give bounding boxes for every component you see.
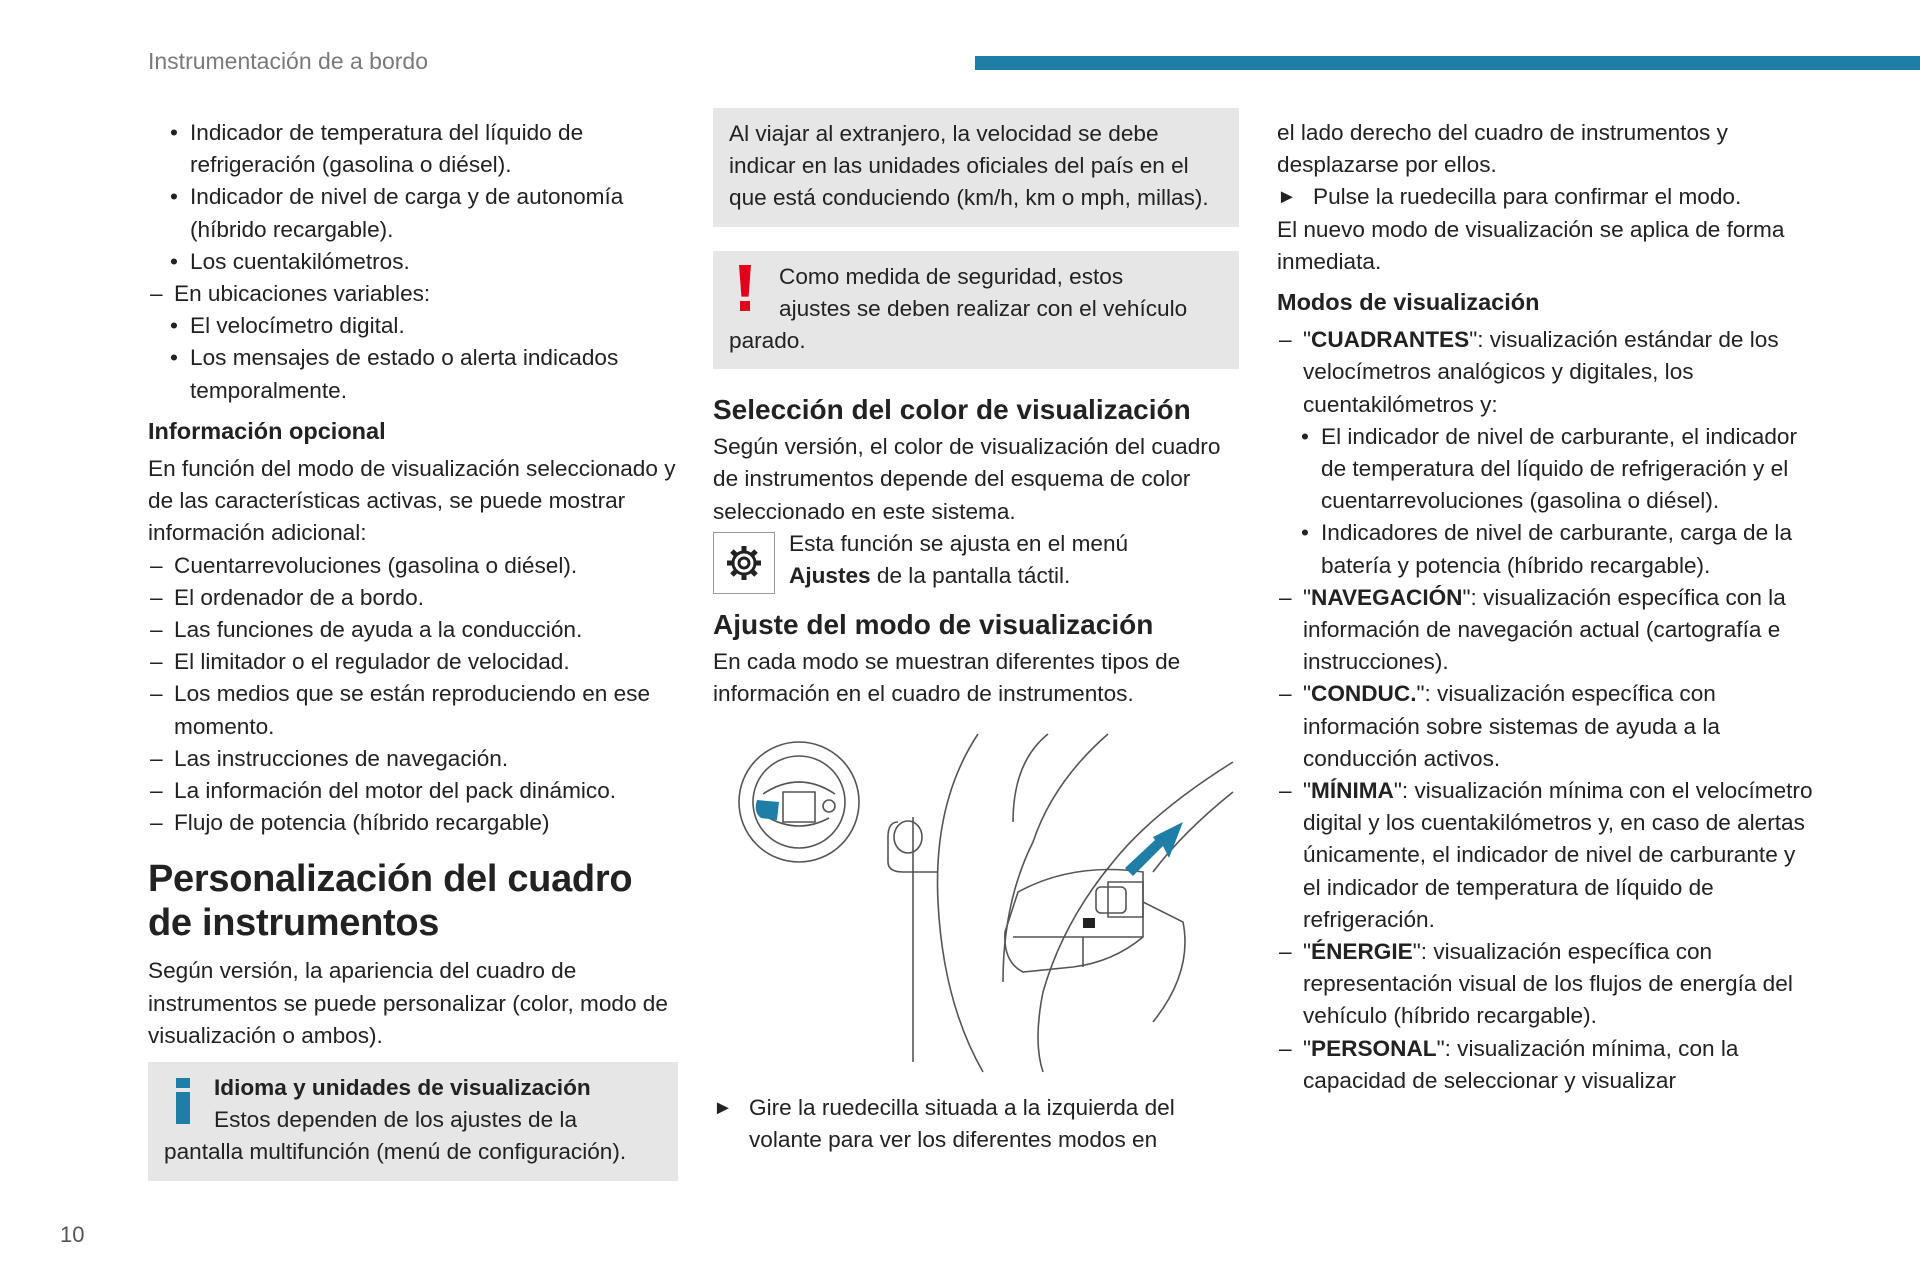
- instruction-text: ► Gire la ruedecilla situada a la izquierda del volante para ver los diferentes modos en: [713, 1092, 1239, 1156]
- list-item: – Los medios que se están reproduciendo en ese momento.: [148, 678, 678, 742]
- applied-text: El nuevo modo de visualización se aplica de forma inmediata.: [1277, 216, 1785, 274]
- column-1: [148, 117, 678, 1181]
- info-note-title: Idioma y unidades de visualización: [214, 1075, 591, 1101]
- travel-note: [713, 108, 1239, 227]
- list-item: – El limitador o el regulador de velocidad.: [148, 646, 678, 678]
- list-item: – En ubicaciones variables:: [148, 278, 678, 310]
- optional-info-heading: Información opcional: [148, 417, 386, 444]
- running-header: Instrumentación de a bordo: [148, 48, 429, 74]
- gear-icon: [713, 532, 775, 594]
- warning-text: Como medida de seguridad, estos: [779, 263, 1124, 289]
- steering-wheel-illustration: [713, 722, 1239, 1080]
- header-accent-bar: [975, 56, 1920, 70]
- list-item: – Las funciones de ayuda a la conducción.: [148, 614, 678, 646]
- list-item: – El ordenador de a bordo.: [148, 582, 678, 614]
- page-number: 10: [60, 1222, 85, 1247]
- modes-heading: Modos de visualización: [1277, 289, 1540, 316]
- mode-item: – "NAVEGACIÓN": visualización específica con la información de navegación actual (cartografía e instrucciones).: [1277, 582, 1817, 679]
- section-intro: Según versión, la apariencia del cuadro de instrumentos se puede personalizar (color, modo de visualización o ambos).: [148, 958, 668, 1048]
- column-3: [1277, 117, 1817, 1097]
- section-heading: Personalización del cuadro de instrumentos: [148, 858, 633, 945]
- settings-hint-text: Esta función se ajusta en el menú Ajustes de la pantalla táctil.: [789, 530, 1129, 589]
- mode-item: – "CONDUC.": visualización específica con información sobre sistemas de ayuda a la conducción activos.: [1277, 678, 1817, 775]
- column-2: [713, 108, 1239, 1157]
- mode-item: – "CUADRANTES": visualización estándar de los velocímetros analógicos y digitales, los cuentakilómetros y:: [1277, 324, 1817, 421]
- warning-note: [713, 251, 1239, 370]
- settings-hint: [713, 528, 1239, 594]
- optional-info-intro: En función del modo de visualización seleccionado y de las características activas, se puede mostrar información adicional:: [148, 456, 676, 546]
- mode-item: – "PERSONAL": visualización mínima, con la capacidad de seleccionar y visualizar: [1277, 1033, 1817, 1097]
- mode-heading: Ajuste del modo de visualización: [713, 608, 1154, 640]
- list-item: • Indicador de temperatura del líquido de refrigeración (gasolina o diésel).: [148, 117, 678, 181]
- info-note-text-cont: pantalla multifunción (menú de configuración).: [164, 1139, 627, 1165]
- list-item: • Indicador de nivel de carga y de autonomía (híbrido recargable).: [148, 181, 678, 245]
- continued-text: el lado derecho del cuadro de instrumentos y desplazarse por ellos.: [1277, 120, 1728, 178]
- list-item: – Las instrucciones de navegación.: [148, 743, 678, 775]
- info-icon: [176, 1078, 190, 1124]
- color-heading: Selección del color de visualización: [713, 394, 1191, 426]
- color-text: Según versión, el color de visualización del cuadro de instrumentos depende del esquema de color seleccionado en este sistema.: [713, 434, 1221, 524]
- list-item: • Indicadores de nivel de carburante, carga de la batería y potencia (híbrido recargable).: [1277, 517, 1817, 581]
- list-item: – La información del motor del pack dinámico.: [148, 775, 678, 807]
- list-item: • Los cuentakilómetros.: [148, 246, 678, 278]
- info-note-text: Estos dependen de los ajustes de la: [214, 1107, 578, 1133]
- list-item: • El indicador de nivel de carburante, el indicador de temperatura del líquido de refrigeración y el cuentarrevoluciones (gasolina o diésel).: [1277, 421, 1817, 518]
- list-item: • El velocímetro digital.: [148, 310, 678, 342]
- list-item: – Flujo de potencia (híbrido recargable): [148, 807, 678, 839]
- mode-item: – "ÉNERGIE": visualización específica con representación visual de los flujos de energía del vehículo (híbrido recargable).: [1277, 936, 1817, 1033]
- mode-text: En cada modo se muestran diferentes tipos de información en el cuadro de instrumentos.: [713, 648, 1181, 707]
- confirm-text: ► Pulse la ruedecilla para confirmar el modo.: [1277, 181, 1817, 213]
- mode-item: – "MÍNIMA": visualización mínima con el velocímetro digital y los cuentakilómetros y, en caso de alertas únicamente, el indicador de nivel de carburante y el indicador de temperatura de líquido de refrigeración.: [1277, 775, 1817, 936]
- warning-text: parado.: [729, 328, 806, 354]
- list-item: – Cuentarrevoluciones (gasolina o diésel).: [148, 550, 678, 582]
- warning-icon: [739, 265, 751, 313]
- list-item: • Los mensajes de estado o alerta indicados temporalmente.: [148, 342, 678, 406]
- info-note: [148, 1062, 678, 1181]
- travel-note-text: Al viajar al extranjero, la velocidad se debe indicar en las unidades oficiales del país en el que está conduciendo (km/h, km o mph, millas).: [729, 121, 1209, 211]
- warning-text: ajustes se deben realizar con el vehículo: [779, 295, 1188, 321]
